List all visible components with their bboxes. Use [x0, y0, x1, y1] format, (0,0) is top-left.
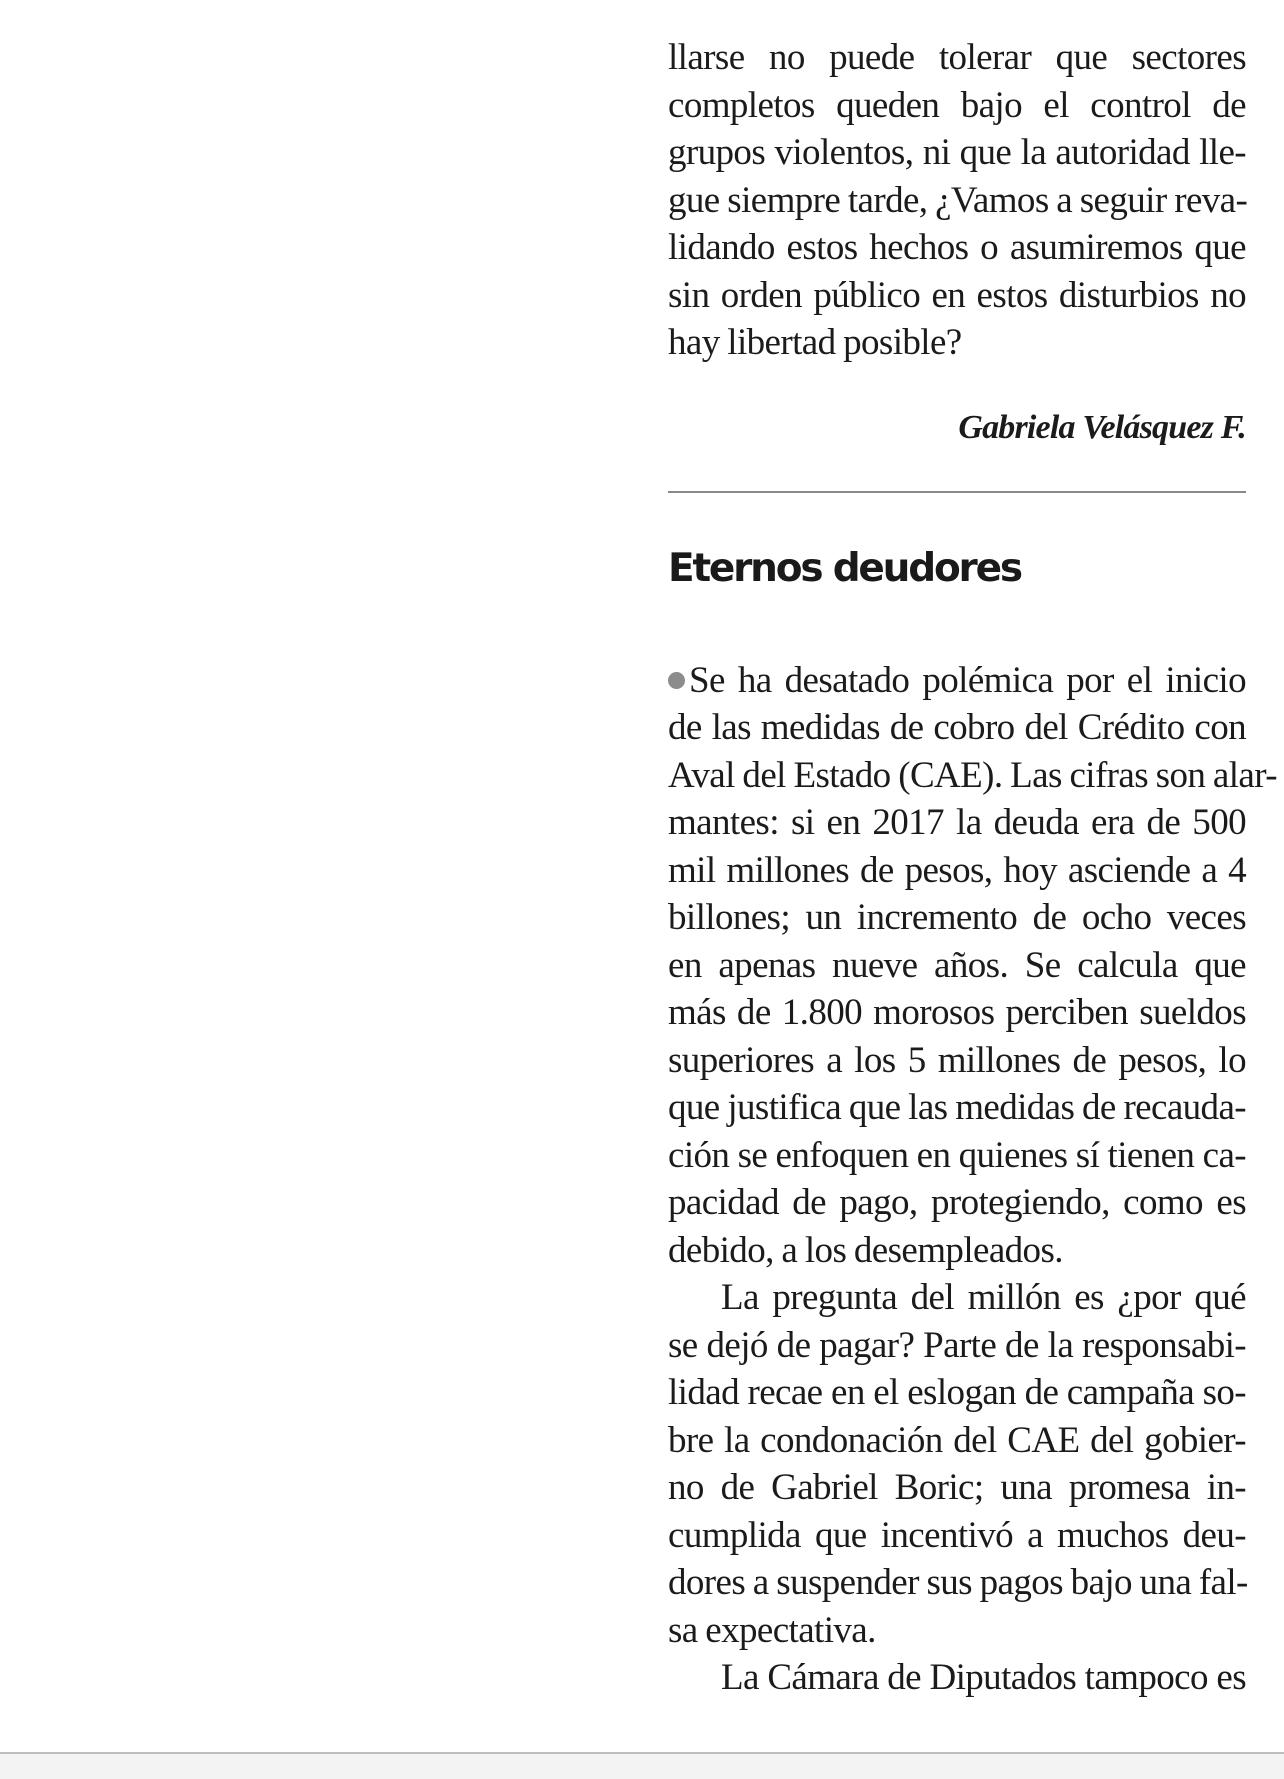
text-line: superiores a los 5 millones de pesos, lo: [668, 1039, 1246, 1081]
section-divider: [668, 491, 1246, 493]
text-line: bre la condonación del CAE del gobier-: [668, 1419, 1246, 1461]
author-signature: Gabriela Velásquez F.: [958, 408, 1246, 446]
text-line: en apenas nueve años. Se calcula que: [668, 944, 1246, 986]
letter-body: [668, 657, 1277, 1702]
text-line: dores a suspender sus pagos bajo una fal-: [668, 1562, 1248, 1603]
text-line: La pregunta del millón es ¿por qué: [721, 1277, 1246, 1318]
text-line-content: Se ha desatado polémica por el inicio: [689, 659, 1246, 701]
text-line: [668, 657, 1246, 705]
text-line: de las medidas de cobro del Crédito con: [668, 707, 1246, 748]
text-line: no de Gabriel Boric; una promesa in-: [668, 1467, 1246, 1508]
text-line: Aval del Estado (CAE). Las cifras son alar-: [668, 754, 1277, 796]
letter-title: Eternos deudores: [668, 545, 1021, 591]
text-line: mil millones de pesos, hoy asciende a 4: [668, 849, 1246, 891]
text-line: debido, a los desempleados.: [668, 1229, 1063, 1271]
text-line: llarse no puede tolerar que sectores: [668, 37, 1246, 78]
text-line: gue siempre tarde, ¿Vamos a seguir reva-: [668, 179, 1248, 221]
text-line: lidando estos hechos o asumiremos que: [668, 227, 1246, 268]
text-line: grupos violentos, ni que la autoridad lle-: [668, 132, 1246, 173]
text-line: La Cámara de Diputados tampoco es: [721, 1657, 1246, 1698]
text-line: sin orden público en estos disturbios no: [668, 274, 1246, 316]
text-line: billones; un incremento de ocho veces: [668, 897, 1246, 938]
text-line: hay libertad posible?: [668, 322, 962, 363]
text-line: lidad recae en el eslogan de campaña so-: [668, 1372, 1246, 1413]
page-bottom-band: [0, 1754, 1284, 1779]
letter-body: [668, 34, 1246, 367]
text-line: mantes: si en 2017 la deuda era de 500: [668, 802, 1246, 843]
text-line: se dejó de pagar? Parte de la responsabi-: [668, 1324, 1246, 1366]
text-line: pacidad de pago, protegiendo, como es: [668, 1182, 1246, 1223]
bullet-icon: [668, 672, 685, 689]
text-line: que justifica que las medidas de recauda-: [668, 1087, 1246, 1128]
text-line: sa expectativa.: [668, 1609, 876, 1651]
letters-column: [668, 34, 1277, 1702]
text-line: ción se enfoquen en quienes sí tienen ca-: [668, 1134, 1246, 1176]
text-line: completos queden bajo el control de: [668, 84, 1246, 126]
text-line: cumplida que incentivó a muchos deu-: [668, 1514, 1246, 1556]
text-line: más de 1.800 morosos perciben sueldos: [668, 992, 1246, 1033]
